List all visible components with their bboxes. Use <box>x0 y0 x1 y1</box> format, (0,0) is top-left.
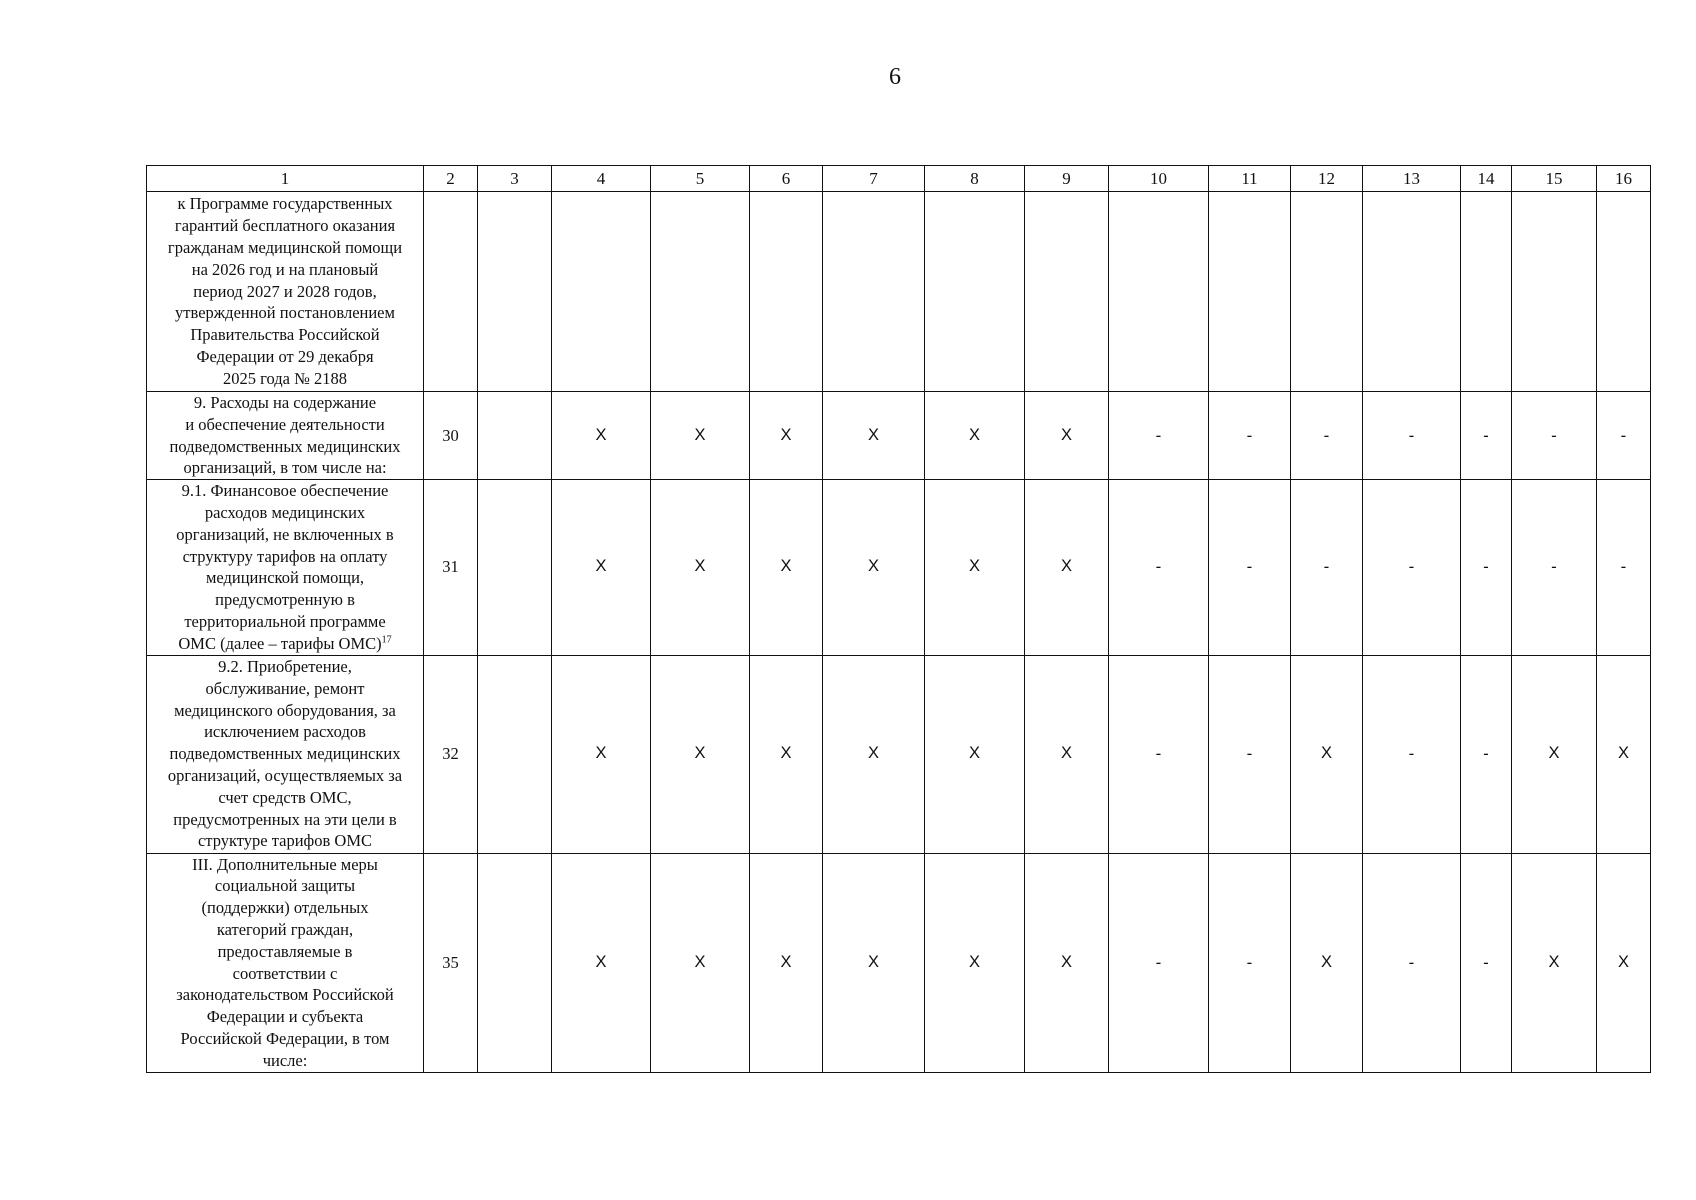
table-cell <box>478 480 552 655</box>
column-header: 10 <box>1109 166 1209 192</box>
table-cell: X <box>925 853 1025 1072</box>
table-cell <box>1025 192 1109 392</box>
table-cell <box>552 192 651 392</box>
table-row <box>147 480 1651 655</box>
table-cell: - <box>1512 480 1597 655</box>
table-cell <box>750 192 823 392</box>
column-header: 15 <box>1512 166 1597 192</box>
table-cell: X <box>750 853 823 1072</box>
table-cell <box>1209 192 1291 392</box>
description-line: предоставляемые в <box>217 941 353 961</box>
description-line: обслуживание, ремонт <box>205 678 365 698</box>
description-line: III. Дополнительные меры <box>192 854 378 874</box>
row-description <box>147 853 424 1072</box>
table-cell <box>1461 192 1512 392</box>
table-cell: X <box>1291 655 1363 853</box>
header-row <box>147 166 1651 192</box>
column-header: 9 <box>1025 166 1109 192</box>
table-cell <box>478 392 552 480</box>
description-line: счет средств ОМС, <box>218 787 352 807</box>
column-header: 16 <box>1597 166 1651 192</box>
table-cell: - <box>1291 480 1363 655</box>
table-cell: X <box>925 480 1025 655</box>
description-line: 9.1. Финансовое обеспечение <box>181 481 389 501</box>
table-cell: X <box>552 480 651 655</box>
table-cell: - <box>1109 480 1209 655</box>
description-line: предусмотренную в <box>215 590 355 610</box>
table-cell: - <box>1597 392 1651 480</box>
table-cell: X <box>1512 655 1597 853</box>
description-line: ОМС (далее – тарифы ОМС)$^{17}$ <box>178 633 392 653</box>
table-cell: - <box>1109 853 1209 1072</box>
description-line: к Программе государственных <box>177 194 393 214</box>
column-header: 1 <box>147 166 424 192</box>
description-line: предусмотренных на эти цели в <box>173 809 397 829</box>
description-line: категорий граждан, <box>216 919 354 939</box>
table-cell: X <box>1597 853 1651 1072</box>
description-line: утвержденной постановлением <box>175 303 395 323</box>
description-line: организаций, в том числе на: <box>183 458 387 478</box>
description-line: Правительства Российской <box>190 325 380 345</box>
description-line: Федерации от 29 декабря <box>196 346 374 366</box>
table-cell: X <box>1025 655 1109 853</box>
table-cell: X <box>1291 853 1363 1072</box>
data-table <box>146 165 1651 1073</box>
table-cell <box>478 853 552 1072</box>
table-cell: - <box>1209 655 1291 853</box>
column-header: 13 <box>1363 166 1461 192</box>
table-cell: - <box>1363 392 1461 480</box>
row-description <box>147 480 424 655</box>
table-cell: - <box>1363 655 1461 853</box>
row-number <box>424 192 478 392</box>
table-cell: - <box>1109 655 1209 853</box>
row-number: 32 <box>424 655 478 853</box>
column-header: 2 <box>424 166 478 192</box>
description-line: 9.2. Приобретение, <box>218 656 352 676</box>
table-cell: X <box>651 853 750 1072</box>
description-line: территориальной программе <box>184 611 386 631</box>
description-line: (поддержки) отдельных <box>201 898 369 918</box>
table-row <box>147 853 1651 1072</box>
description-line: структуру тарифов на оплату <box>182 546 388 566</box>
table-cell: X <box>1025 392 1109 480</box>
table-cell <box>478 192 552 392</box>
description-line: подведомственных медицинских <box>169 436 401 456</box>
table-cell <box>1363 192 1461 392</box>
table-cell: X <box>651 480 750 655</box>
column-header: 7 <box>823 166 925 192</box>
column-header: 11 <box>1209 166 1291 192</box>
table-cell <box>1109 192 1209 392</box>
table-cell: X <box>1512 853 1597 1072</box>
column-header: 12 <box>1291 166 1363 192</box>
row-number: 31 <box>424 480 478 655</box>
footnote-marker: 17 <box>381 634 392 646</box>
table-cell <box>478 655 552 853</box>
row-number: 35 <box>424 853 478 1072</box>
table-row <box>147 192 1651 392</box>
column-header: 3 <box>478 166 552 192</box>
table-cell: - <box>1461 480 1512 655</box>
table-cell: X <box>552 853 651 1072</box>
description-line: расходов медицинских <box>204 502 366 522</box>
description-line: и обеспечение деятельности <box>185 414 385 434</box>
description-line: гражданам медицинской помощи <box>167 238 403 257</box>
table-cell: X <box>552 655 651 853</box>
description-line: организаций, осуществляемых за <box>167 765 403 785</box>
table-cell: X <box>750 480 823 655</box>
description-line: 2025 года № 2188 <box>223 368 347 388</box>
table-cell: X <box>1025 853 1109 1072</box>
description-line: на 2026 год и на плановый <box>191 259 379 279</box>
table-cell <box>823 192 925 392</box>
table-cell: - <box>1109 392 1209 480</box>
description-line: законодательством Российской <box>176 985 394 1005</box>
table-cell <box>1291 192 1363 392</box>
table-row <box>147 655 1651 853</box>
description-line: период 2027 и 2028 годов, <box>193 281 377 301</box>
table-cell: X <box>823 655 925 853</box>
table-cell <box>925 192 1025 392</box>
table-cell: - <box>1597 480 1651 655</box>
table-cell: X <box>750 655 823 853</box>
description-line: соответствии с <box>232 963 338 983</box>
row-description <box>147 392 424 480</box>
description-line: числе: <box>262 1050 308 1070</box>
table-cell: X <box>1597 655 1651 853</box>
table-cell <box>651 192 750 392</box>
table-cell: - <box>1461 853 1512 1072</box>
column-header: 8 <box>925 166 1025 192</box>
description-line: гарантий бесплатного оказания <box>174 216 396 236</box>
table-cell: - <box>1461 392 1512 480</box>
column-header: 4 <box>552 166 651 192</box>
table-cell: - <box>1209 480 1291 655</box>
table-cell: X <box>925 392 1025 480</box>
table-cell: X <box>1025 480 1109 655</box>
table-cell: X <box>552 392 651 480</box>
table-cell <box>1512 192 1597 392</box>
table-cell <box>1597 192 1651 392</box>
description-line: подведомственных медицинских <box>169 744 401 764</box>
column-header: 14 <box>1461 166 1512 192</box>
table-cell: - <box>1209 392 1291 480</box>
page-number: 6 <box>889 64 901 90</box>
table-cell: X <box>750 392 823 480</box>
table-cell: - <box>1363 480 1461 655</box>
table-cell: - <box>1363 853 1461 1072</box>
table-cell: - <box>1291 392 1363 480</box>
description-line: медицинского оборудования, за <box>174 700 396 720</box>
description-line: медицинской помощи, <box>205 568 365 588</box>
description-line: Федерации и субъекта <box>206 1007 364 1027</box>
table-cell: - <box>1461 655 1512 853</box>
row-description <box>147 192 424 392</box>
column-header: 6 <box>750 166 823 192</box>
description-line: исключением расходов <box>204 722 366 742</box>
row-description <box>147 655 424 853</box>
description-line: социальной защиты <box>214 876 356 896</box>
table-cell: X <box>823 392 925 480</box>
table-cell: X <box>651 655 750 853</box>
table-cell: X <box>823 853 925 1072</box>
description-line: 9. Расходы на содержание <box>193 393 377 412</box>
table-cell: - <box>1512 392 1597 480</box>
description-line: организаций, не включенных в <box>176 524 394 544</box>
column-header: 5 <box>651 166 750 192</box>
table-row <box>147 392 1651 480</box>
table-cell: X <box>925 655 1025 853</box>
table-cell: - <box>1209 853 1291 1072</box>
table-cell: X <box>651 392 750 480</box>
table-cell: X <box>823 480 925 655</box>
row-number: 30 <box>424 392 478 480</box>
description-line: структуре тарифов ОМС <box>197 831 373 851</box>
description-line: Российской Федерации, в том <box>180 1028 390 1048</box>
